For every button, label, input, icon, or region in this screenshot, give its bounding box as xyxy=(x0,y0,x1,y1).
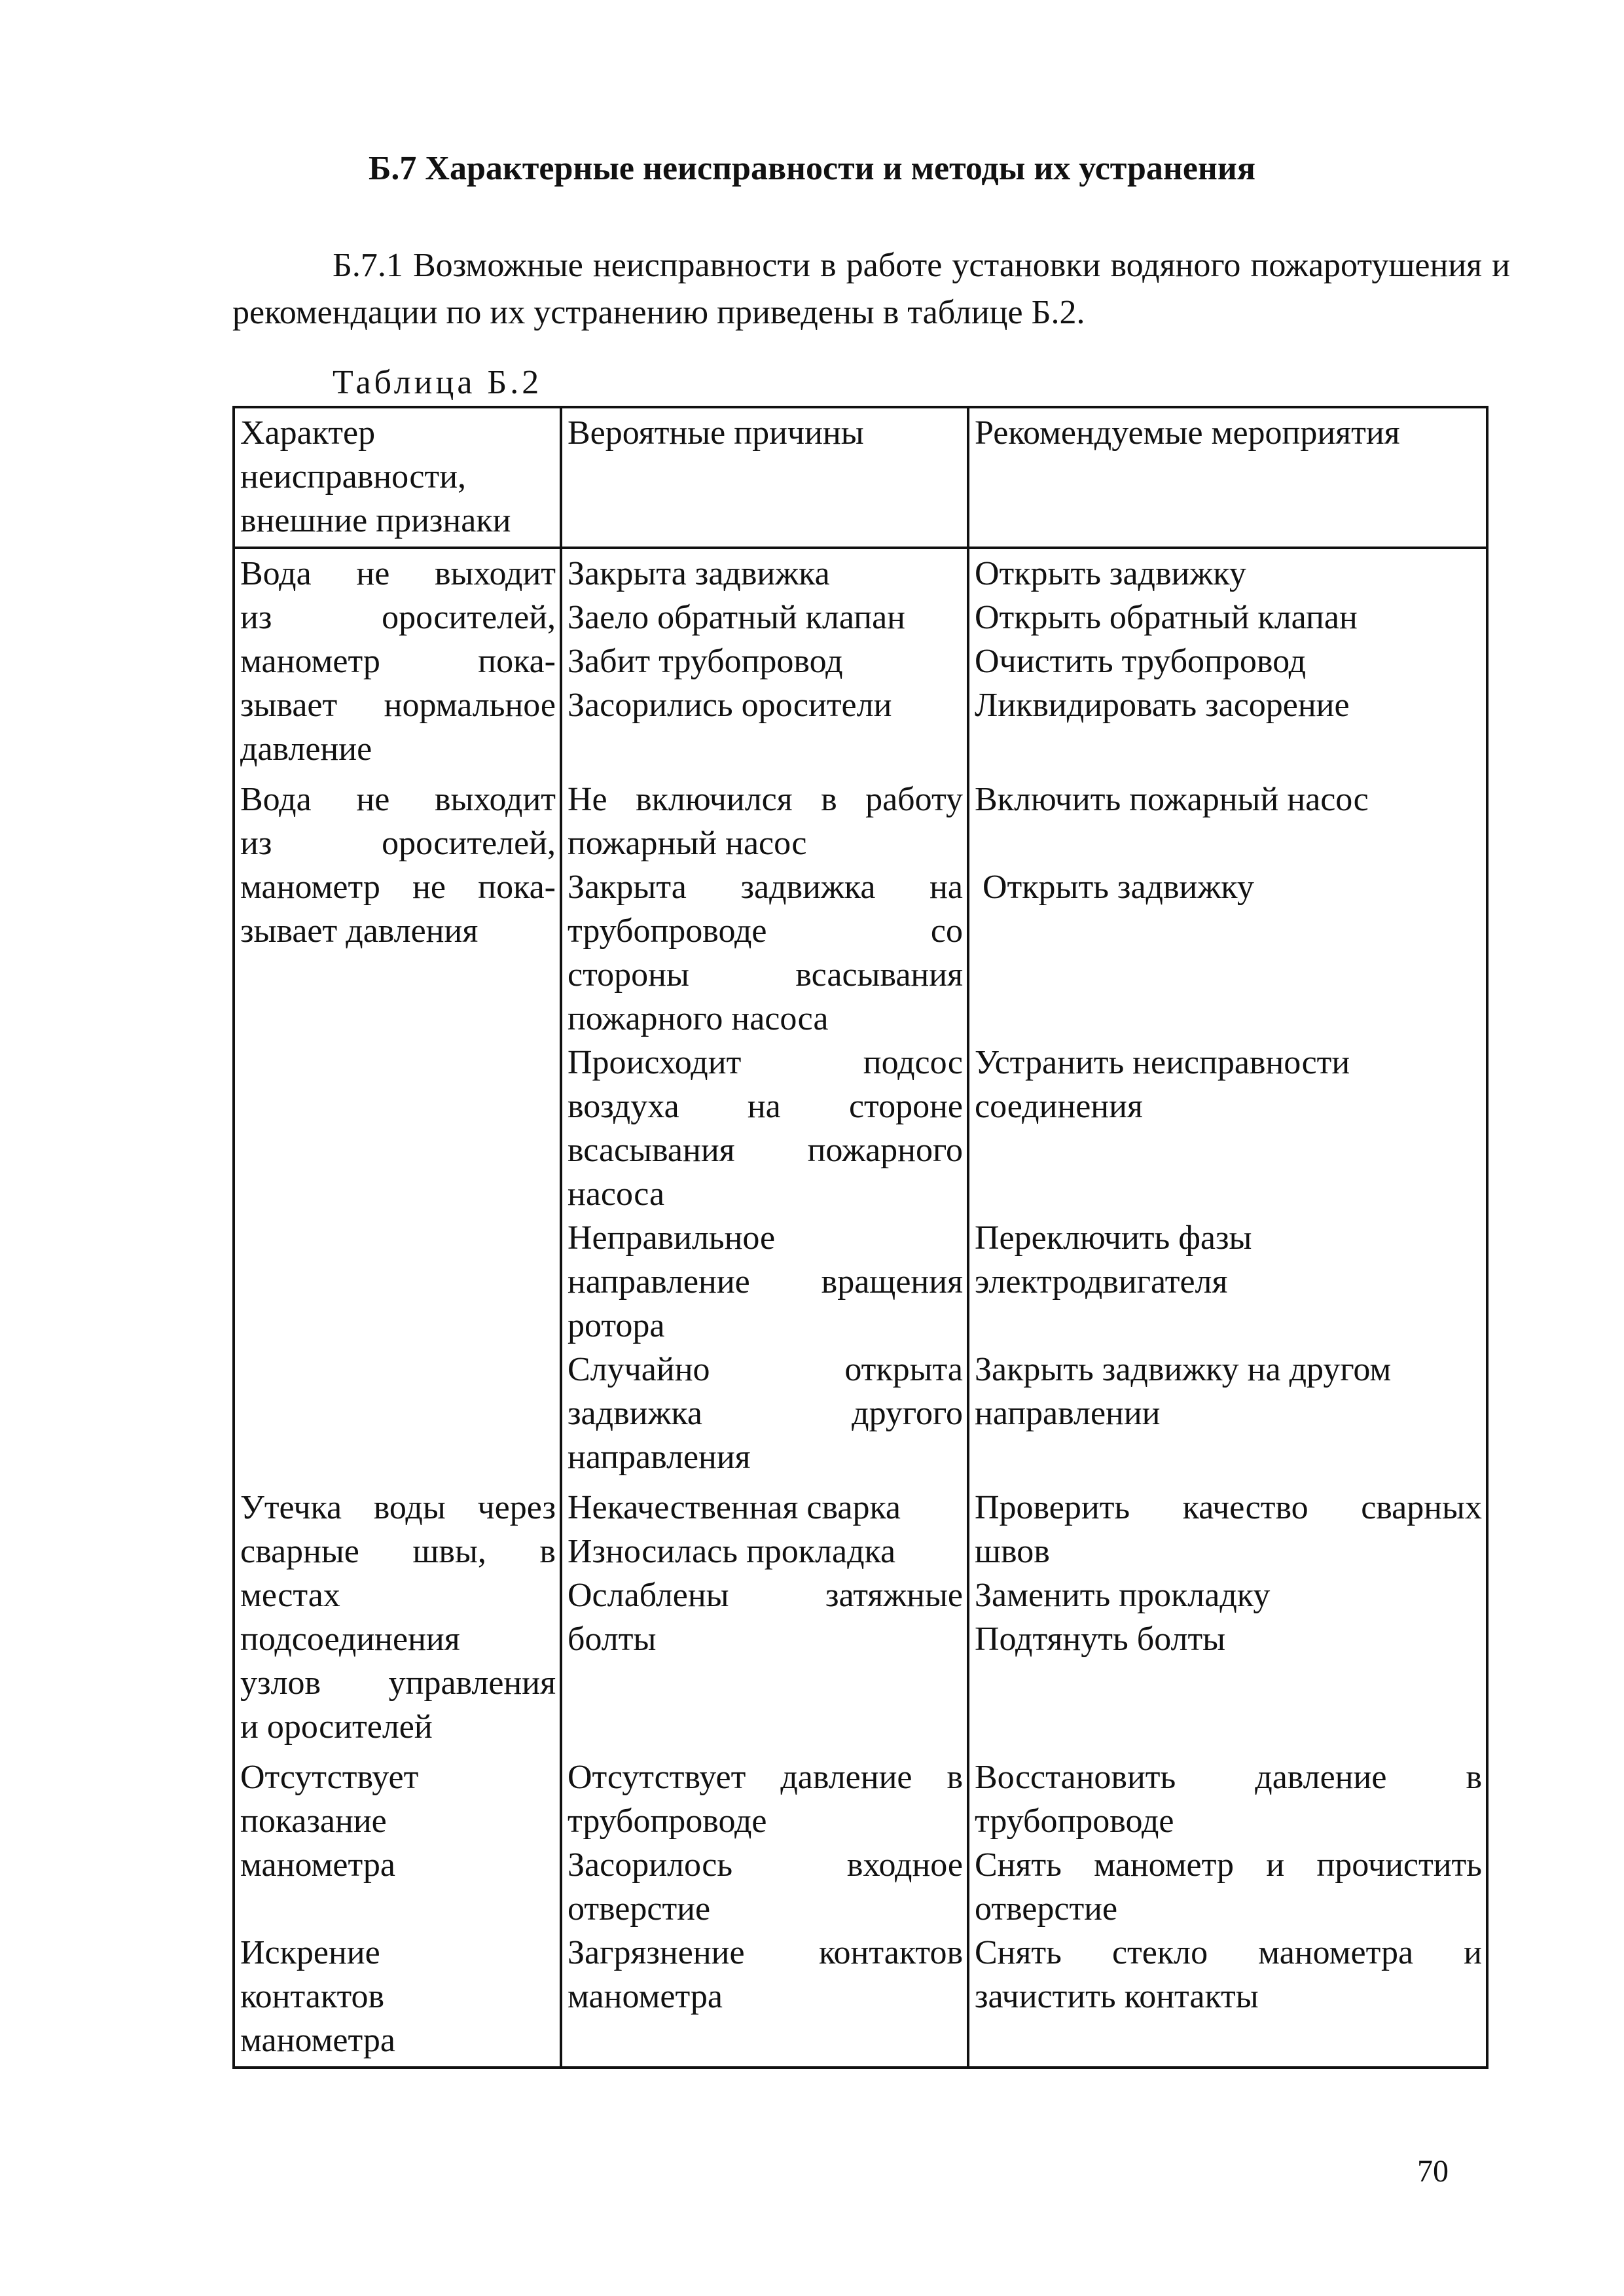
spacer xyxy=(975,997,1482,1041)
cell-line: отверстие xyxy=(568,1890,711,1928)
cell-line: Снять манометр и прочистить xyxy=(975,1846,1482,1884)
header-line: Вероятные причины xyxy=(568,414,864,452)
cell-line: Отсутствует давление в xyxy=(568,1759,963,1796)
faults-table xyxy=(232,406,1489,2069)
cell-line: узлов управления xyxy=(240,1664,556,1702)
cell-line: Закрыть задвижку на другом xyxy=(975,1351,1392,1388)
causes-cell xyxy=(561,1753,968,2068)
cell-line: Открыть задвижку xyxy=(983,869,1254,906)
cell-line: Устранить неисправности xyxy=(975,1044,1350,1081)
symptom-cell xyxy=(234,775,561,1483)
causes-cell xyxy=(561,1483,968,1753)
cell-line: зачистить контакты xyxy=(975,1978,1259,2015)
cell-line: Снять стекло манометра и xyxy=(975,1934,1482,1971)
cell-line: насоса xyxy=(568,1175,665,1213)
cell-line: Утечка воды через xyxy=(240,1489,556,1526)
spacer xyxy=(975,1304,1482,1348)
spacer xyxy=(975,1128,1482,1172)
cell-line: Износилась прокладка xyxy=(568,1533,896,1570)
cell-line: контактов xyxy=(240,1978,385,2015)
header-probable-causes xyxy=(561,407,968,548)
table-row xyxy=(234,548,1487,775)
cell-line: показание xyxy=(240,1803,387,1840)
intro-paragraph: Б.7.1 Возможные неисправности в работе установки водяного пожаротушения и рекомендации по их устранению приведены в таблице Б.2. xyxy=(232,247,1510,331)
cell-line: Закрыта задвижка на xyxy=(568,869,963,906)
spacer xyxy=(975,1172,1482,1216)
cell-line: манометра xyxy=(240,2022,395,2059)
cell-line: Открыть задвижку xyxy=(975,555,1246,592)
cell-line: трубопроводе xyxy=(568,1803,767,1840)
cell-line: Некачественная сварка xyxy=(568,1489,901,1526)
spacer xyxy=(975,821,1482,865)
cell-line: Подтянуть болты xyxy=(975,1621,1226,1658)
cell-line: швов xyxy=(975,1533,1050,1570)
cell-line: Отсутствует xyxy=(240,1759,419,1796)
causes-cell xyxy=(561,548,968,775)
cell-line: ротора xyxy=(568,1307,665,1344)
spacer xyxy=(240,1887,556,1931)
cell-line: Происходит подсос xyxy=(568,1044,963,1081)
cell-line: Открыть обратный клапан xyxy=(975,599,1358,636)
cell-line: Ослаблены затяжные xyxy=(568,1577,963,1614)
cell-line: Неправильное xyxy=(568,1219,776,1257)
cell-line: из оросителей, xyxy=(240,825,556,862)
cell-line: направлении xyxy=(975,1395,1161,1432)
cell-line: соединения xyxy=(975,1088,1143,1125)
actions-cell xyxy=(968,1753,1487,2068)
cell-line: Засорились оросители xyxy=(568,687,892,724)
cell-line: Вода не выходит xyxy=(240,555,556,592)
actions-cell xyxy=(968,1483,1487,1753)
section-heading: Б.7 Характерные неисправности и методы их устранения xyxy=(369,150,1255,187)
cell-line: давление xyxy=(240,730,372,768)
spacer xyxy=(975,909,1482,953)
cell-line: отверстие xyxy=(975,1890,1118,1928)
cell-line: Закрыта задвижка xyxy=(568,555,830,592)
cell-line: Заменить прокладку xyxy=(975,1577,1271,1614)
causes-cell xyxy=(561,775,968,1483)
cell-line: Вода не выходит xyxy=(240,781,556,818)
cell-line: воздуха на стороне xyxy=(568,1088,963,1125)
cell-line: местах xyxy=(240,1577,340,1614)
cell-line: пожарного насоса xyxy=(568,1000,829,1037)
cell-line: Заело обратный клапан xyxy=(568,599,906,636)
cell-line: электродвигателя xyxy=(975,1263,1228,1300)
header-fault-character xyxy=(234,407,561,548)
header-line: внешние признаки xyxy=(240,502,511,539)
cell-line: манометр пока- xyxy=(240,643,556,680)
spacer xyxy=(975,953,1482,997)
cell-line: манометра xyxy=(568,1978,723,2015)
page-number: 70 xyxy=(1417,2154,1449,2189)
cell-line: трубопроводе со xyxy=(568,912,963,950)
cell-line: сварные швы, в xyxy=(240,1533,556,1570)
cell-line: манометр не пока- xyxy=(240,869,556,906)
cell-line: Включить пожарный насос xyxy=(975,781,1369,818)
cell-line: Искрение xyxy=(240,1934,380,1971)
cell-line: Проверить качество сварных xyxy=(975,1489,1482,1526)
cell-line: и оросителей xyxy=(240,1708,433,1746)
actions-cell xyxy=(968,548,1487,775)
table-row xyxy=(234,1483,1487,1753)
header-line: неисправности, xyxy=(240,458,467,495)
cell-line: Загрязнение контактов xyxy=(568,1934,963,1971)
cell-line: задвижка другого xyxy=(568,1395,963,1432)
symptom-cell xyxy=(234,548,561,775)
cell-line: Восстановить давление в xyxy=(975,1759,1482,1796)
cell-line: болты xyxy=(568,1621,657,1658)
cell-line: стороны всасывания xyxy=(568,956,963,994)
cell-line: Засорилось входное xyxy=(568,1846,963,1884)
header-line: Характер xyxy=(240,414,376,452)
table-row xyxy=(234,1753,1487,2068)
cell-line: Не включился в работу xyxy=(568,781,963,818)
symptom-cell xyxy=(234,1483,561,1753)
cell-line: Случайно открыта xyxy=(568,1351,963,1388)
cell-line: манометра xyxy=(240,1846,395,1884)
cell-line: направления xyxy=(568,1439,751,1476)
actions-cell xyxy=(968,775,1487,1483)
cell-line: направление вращения xyxy=(568,1263,963,1300)
cell-line: Ликвидировать засорение xyxy=(975,687,1350,724)
cell-line: Очистить трубопровод xyxy=(975,643,1307,680)
symptom-cell xyxy=(234,1753,561,2068)
table-header-row xyxy=(234,407,1487,548)
cell-line: Забит трубопровод xyxy=(568,643,843,680)
table-row xyxy=(234,775,1487,1483)
cell-line: из оросителей, xyxy=(240,599,556,636)
cell-line: зывает давления xyxy=(240,912,478,950)
header-line: Рекомендуемые мероприятия xyxy=(975,414,1400,452)
cell-line: пожарный насос xyxy=(568,825,807,862)
cell-line: подсоединения xyxy=(240,1621,460,1658)
cell-line: всасывания пожарного xyxy=(568,1132,963,1169)
cell-line: зывает нормальное xyxy=(240,687,556,724)
cell-line: Переключить фазы xyxy=(975,1219,1252,1257)
table-caption: Таблица Б.2 xyxy=(333,364,543,401)
header-recommended-actions xyxy=(968,407,1487,548)
cell-line: трубопроводе xyxy=(975,1803,1174,1840)
